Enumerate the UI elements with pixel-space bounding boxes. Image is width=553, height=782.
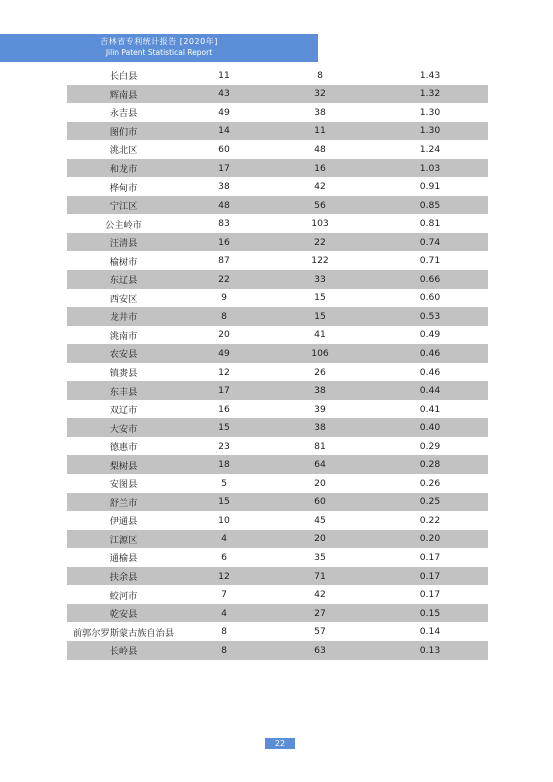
value-cell-2: 33 bbox=[314, 273, 326, 285]
ratio-cell: 0.74 bbox=[419, 236, 441, 248]
value-cell-2: 56 bbox=[314, 199, 326, 211]
value-cell-2: 64 bbox=[314, 459, 326, 471]
region-name-cell: 长白县 bbox=[109, 71, 138, 83]
ratio-cell: 0.44 bbox=[419, 385, 441, 397]
region-name-cell: 宁江区 bbox=[109, 201, 138, 213]
page-number: 22 bbox=[265, 738, 295, 749]
ratio-cell: 0.26 bbox=[419, 477, 441, 489]
table-row bbox=[67, 270, 488, 289]
value-cell-1: 49 bbox=[218, 106, 230, 118]
table-row bbox=[67, 493, 488, 512]
region-name-cell: 西安区 bbox=[109, 293, 138, 305]
region-name-cell: 东辽县 bbox=[109, 275, 138, 287]
table-row bbox=[67, 85, 488, 104]
ratio-cell: 0.46 bbox=[419, 366, 441, 378]
region-name-cell: 公主岭市 bbox=[105, 219, 142, 231]
ratio-cell: 0.25 bbox=[419, 496, 441, 508]
region-name-cell: 桦甸市 bbox=[109, 182, 138, 194]
table-row bbox=[67, 604, 488, 623]
region-name-cell: 洮北区 bbox=[109, 145, 138, 157]
ratio-cell: 0.20 bbox=[419, 533, 441, 545]
value-cell-2: 38 bbox=[314, 106, 326, 118]
table-row bbox=[67, 344, 488, 363]
region-name-cell: 安图县 bbox=[109, 479, 138, 491]
value-cell-2: 42 bbox=[314, 181, 326, 193]
table-row bbox=[67, 307, 488, 326]
value-cell-1: 4 bbox=[221, 607, 227, 619]
value-cell-1: 43 bbox=[218, 88, 230, 100]
value-cell-1: 11 bbox=[218, 69, 230, 81]
report-title-en: Jilin Patent Statistical Report bbox=[105, 48, 213, 57]
region-name-cell: 东丰县 bbox=[109, 386, 138, 398]
value-cell-1: 14 bbox=[218, 125, 230, 137]
value-cell-1: 12 bbox=[218, 366, 230, 378]
value-cell-1: 7 bbox=[221, 589, 227, 601]
region-name-cell: 德惠市 bbox=[109, 442, 138, 454]
table-row bbox=[67, 530, 488, 549]
value-cell-1: 17 bbox=[218, 162, 230, 174]
region-name-cell: 扶余县 bbox=[109, 572, 138, 584]
value-cell-1: 15 bbox=[218, 496, 230, 508]
value-cell-2: 122 bbox=[311, 255, 329, 267]
region-name-cell: 梨树县 bbox=[109, 460, 138, 472]
ratio-cell: 0.17 bbox=[419, 551, 441, 563]
region-name-cell: 辉南县 bbox=[109, 89, 138, 101]
table-row bbox=[67, 177, 488, 196]
ratio-cell: 0.41 bbox=[419, 403, 441, 415]
value-cell-1: 87 bbox=[218, 255, 230, 267]
region-name-cell: 龙井市 bbox=[109, 312, 138, 324]
table-row bbox=[67, 381, 488, 400]
table-row bbox=[67, 289, 488, 308]
region-name-cell: 长岭县 bbox=[109, 646, 138, 658]
table-row bbox=[67, 585, 488, 604]
value-cell-2: 27 bbox=[314, 607, 326, 619]
table-row bbox=[67, 66, 488, 85]
ratio-cell: 0.15 bbox=[419, 607, 441, 619]
region-name-cell: 汪清县 bbox=[109, 238, 138, 250]
table-row bbox=[67, 103, 488, 122]
region-name-cell: 前郭尔罗斯蒙古族自治县 bbox=[72, 627, 175, 639]
value-cell-2: 20 bbox=[314, 477, 326, 489]
value-cell-2: 20 bbox=[314, 533, 326, 545]
value-cell-2: 35 bbox=[314, 551, 326, 563]
table-row bbox=[67, 233, 488, 252]
ratio-cell: 0.60 bbox=[419, 292, 441, 304]
value-cell-1: 16 bbox=[218, 403, 230, 415]
ratio-cell: 1.24 bbox=[419, 143, 441, 155]
value-cell-1: 6 bbox=[221, 551, 227, 563]
region-name-cell: 榆树市 bbox=[109, 256, 138, 268]
value-cell-2: 38 bbox=[314, 422, 326, 434]
region-name-cell: 图们市 bbox=[109, 126, 138, 138]
value-cell-2: 15 bbox=[314, 292, 326, 304]
value-cell-1: 10 bbox=[218, 514, 230, 526]
report-header-banner bbox=[0, 34, 318, 62]
table-row bbox=[67, 214, 488, 233]
value-cell-2: 57 bbox=[314, 626, 326, 638]
table-row bbox=[67, 196, 488, 215]
ratio-cell: 0.13 bbox=[419, 644, 441, 656]
table-row bbox=[67, 511, 488, 530]
region-name-cell: 农安县 bbox=[109, 349, 138, 361]
ratio-cell: 0.29 bbox=[419, 440, 441, 452]
region-name-cell: 乾安县 bbox=[109, 609, 138, 621]
value-cell-2: 22 bbox=[314, 236, 326, 248]
value-cell-2: 45 bbox=[314, 514, 326, 526]
report-title-zh: 吉林省专利统计报告 [2020年] bbox=[100, 37, 218, 46]
table-row bbox=[67, 363, 488, 382]
ratio-cell: 1.43 bbox=[419, 69, 441, 81]
value-cell-2: 41 bbox=[314, 329, 326, 341]
ratio-cell: 0.81 bbox=[419, 218, 441, 230]
value-cell-1: 8 bbox=[221, 644, 227, 656]
ratio-cell: 0.22 bbox=[419, 514, 441, 526]
ratio-cell: 0.85 bbox=[419, 199, 441, 211]
value-cell-1: 4 bbox=[221, 533, 227, 545]
ratio-cell: 0.53 bbox=[419, 310, 441, 322]
value-cell-2: 60 bbox=[314, 496, 326, 508]
data-table bbox=[67, 66, 488, 660]
region-name-cell: 镇赉县 bbox=[109, 368, 138, 380]
value-cell-1: 18 bbox=[218, 459, 230, 471]
value-cell-2: 81 bbox=[314, 440, 326, 452]
table-row bbox=[67, 567, 488, 586]
value-cell-1: 5 bbox=[221, 477, 227, 489]
table-row bbox=[67, 122, 488, 141]
value-cell-2: 15 bbox=[314, 310, 326, 322]
value-cell-1: 20 bbox=[218, 329, 230, 341]
table-row bbox=[67, 326, 488, 345]
ratio-cell: 0.71 bbox=[419, 255, 441, 267]
value-cell-1: 9 bbox=[221, 292, 227, 304]
table-row bbox=[67, 418, 488, 437]
region-name-cell: 通榆县 bbox=[109, 553, 138, 565]
ratio-cell: 1.03 bbox=[419, 162, 441, 174]
value-cell-2: 8 bbox=[317, 69, 323, 81]
value-cell-2: 71 bbox=[314, 570, 326, 582]
value-cell-2: 11 bbox=[314, 125, 326, 137]
ratio-cell: 0.49 bbox=[419, 329, 441, 341]
table-row bbox=[67, 251, 488, 270]
ratio-cell: 0.17 bbox=[419, 589, 441, 601]
ratio-cell: 0.28 bbox=[419, 459, 441, 471]
ratio-cell: 0.40 bbox=[419, 422, 441, 434]
value-cell-1: 60 bbox=[218, 143, 230, 155]
table-row bbox=[67, 455, 488, 474]
value-cell-1: 16 bbox=[218, 236, 230, 248]
ratio-cell: 1.32 bbox=[419, 88, 441, 100]
region-name-cell: 伊通县 bbox=[109, 516, 138, 528]
table-row bbox=[67, 548, 488, 567]
region-name-cell: 和龙市 bbox=[109, 164, 138, 175]
table-row bbox=[67, 400, 488, 419]
table-row bbox=[67, 641, 488, 660]
value-cell-1: 49 bbox=[218, 347, 230, 359]
region-name-cell: 永吉县 bbox=[109, 108, 138, 120]
ratio-cell: 0.91 bbox=[419, 181, 441, 193]
ratio-cell: 0.46 bbox=[419, 347, 441, 359]
value-cell-1: 12 bbox=[218, 570, 230, 582]
value-cell-2: 39 bbox=[314, 403, 326, 415]
region-name-cell: 蛟河市 bbox=[109, 590, 138, 602]
value-cell-2: 42 bbox=[314, 589, 326, 601]
table-row bbox=[67, 622, 488, 641]
value-cell-1: 83 bbox=[218, 218, 230, 230]
region-name-cell: 大安市 bbox=[109, 423, 138, 435]
region-name-cell: 洮南市 bbox=[109, 330, 138, 342]
value-cell-2: 63 bbox=[314, 644, 326, 656]
value-cell-2: 32 bbox=[314, 88, 326, 100]
value-cell-2: 106 bbox=[311, 347, 329, 359]
value-cell-1: 23 bbox=[218, 440, 230, 452]
region-name-cell: 舒兰市 bbox=[109, 497, 138, 509]
value-cell-2: 103 bbox=[311, 218, 329, 230]
ratio-cell: 0.66 bbox=[419, 273, 441, 285]
table-row bbox=[67, 159, 488, 178]
ratio-cell: 0.14 bbox=[419, 626, 441, 638]
value-cell-1: 8 bbox=[221, 310, 227, 322]
value-cell-1: 8 bbox=[221, 626, 227, 638]
value-cell-1: 38 bbox=[218, 181, 230, 193]
table-row bbox=[67, 140, 488, 159]
value-cell-1: 17 bbox=[218, 385, 230, 397]
value-cell-2: 16 bbox=[314, 162, 326, 174]
value-cell-1: 48 bbox=[218, 199, 230, 211]
value-cell-1: 15 bbox=[218, 422, 230, 434]
value-cell-2: 26 bbox=[314, 366, 326, 378]
value-cell-2: 48 bbox=[314, 143, 326, 155]
ratio-cell: 0.17 bbox=[419, 570, 441, 582]
table-row bbox=[67, 474, 488, 493]
region-name-cell: 江源区 bbox=[109, 534, 138, 546]
ratio-cell: 1.30 bbox=[419, 125, 441, 137]
value-cell-2: 38 bbox=[314, 385, 326, 397]
region-name-cell: 双辽市 bbox=[109, 405, 138, 417]
value-cell-1: 22 bbox=[218, 273, 230, 285]
table-row bbox=[67, 437, 488, 456]
ratio-cell: 1.30 bbox=[419, 106, 441, 118]
